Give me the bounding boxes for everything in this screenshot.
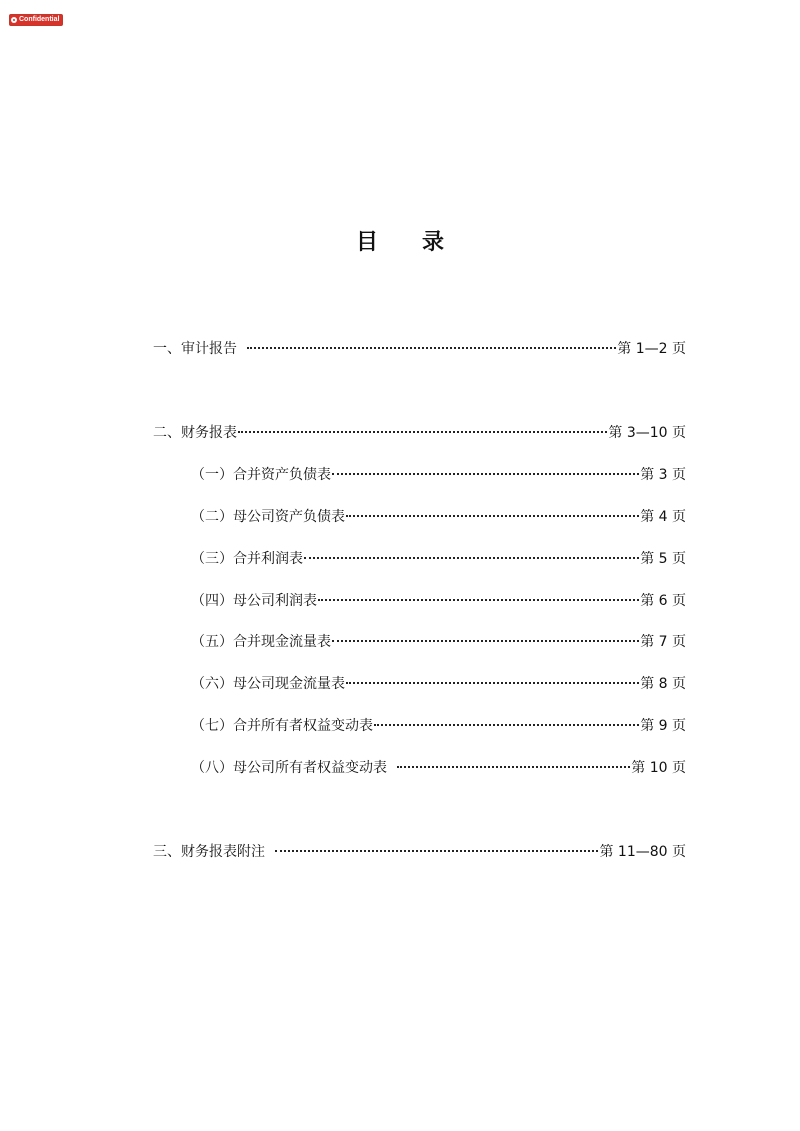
toc-subentry-consolidated-equity-changes[interactable]: [191, 716, 686, 736]
confidential-icon: [11, 17, 17, 23]
toc-entry-page: 第 6 页: [640, 593, 686, 609]
toc-leader-dots: [238, 431, 607, 433]
toc-leader-dots: [346, 515, 639, 517]
toc-entry-label: 三、财务报表附注: [153, 844, 265, 860]
toc-entry-label: （三）合并利润表: [191, 551, 303, 567]
toc-leader-dots: [346, 682, 639, 684]
toc-entry-page: 第 7 页: [640, 634, 686, 650]
toc-subentry-consolidated-balance-sheet[interactable]: [191, 465, 686, 485]
toc-entry-label: 二、财务报表: [153, 425, 237, 441]
toc-subentry-parent-cash-flow[interactable]: [191, 674, 686, 694]
toc-entry-label: （七）合并所有者权益变动表: [191, 718, 373, 734]
toc-entry-label: （二）母公司资产负债表: [191, 509, 345, 525]
toc-entry-label: （五）合并现金流量表: [191, 634, 331, 650]
toc-subentry-parent-income-statement[interactable]: [191, 591, 686, 611]
toc-entry-label: （一）合并资产负债表: [191, 467, 331, 483]
toc-entry-financial-statements[interactable]: [153, 423, 686, 443]
toc-leader-dots: [275, 850, 598, 852]
confidential-label: Confidential: [19, 16, 60, 23]
toc-subentry-parent-equity-changes[interactable]: [191, 758, 686, 778]
toc-entry-label: （八）母公司所有者权益变动表: [191, 760, 387, 776]
toc-leader-dots: [332, 473, 639, 475]
toc-subentry-parent-balance-sheet[interactable]: [191, 507, 686, 527]
toc-entry-notes[interactable]: [153, 842, 686, 862]
toc-entry-audit-report[interactable]: [153, 339, 686, 359]
toc-leader-dots: [397, 766, 630, 768]
toc-subentry-consolidated-income-statement[interactable]: [191, 549, 686, 569]
toc-entry-page: 第 3—10 页: [608, 425, 686, 441]
toc-leader-dots: [318, 599, 639, 601]
toc-entry-page: 第 3 页: [640, 467, 686, 483]
toc-entry-page: 第 8 页: [640, 676, 686, 692]
toc-entry-page: 第 1—2 页: [617, 341, 686, 357]
toc-subentry-consolidated-cash-flow[interactable]: [191, 632, 686, 652]
toc-entry-page: 第 10 页: [631, 760, 686, 776]
page-title: 目录: [355, 230, 488, 255]
toc-leader-dots: [332, 640, 639, 642]
toc-entry-label: （六）母公司现金流量表: [191, 676, 345, 692]
toc-entry-page: 第 4 页: [640, 509, 686, 525]
confidential-badge: [9, 14, 63, 26]
toc-entry-label: （四）母公司利润表: [191, 593, 317, 609]
toc-leader-dots: [304, 557, 639, 559]
toc-leader-dots: [374, 724, 639, 726]
toc-entry-page: 第 11—80 页: [599, 844, 686, 860]
toc-entry-page: 第 9 页: [640, 718, 686, 734]
toc-leader-dots: [247, 347, 616, 349]
toc-entry-label: 一、审计报告: [153, 341, 237, 357]
toc-entry-page: 第 5 页: [640, 551, 686, 567]
